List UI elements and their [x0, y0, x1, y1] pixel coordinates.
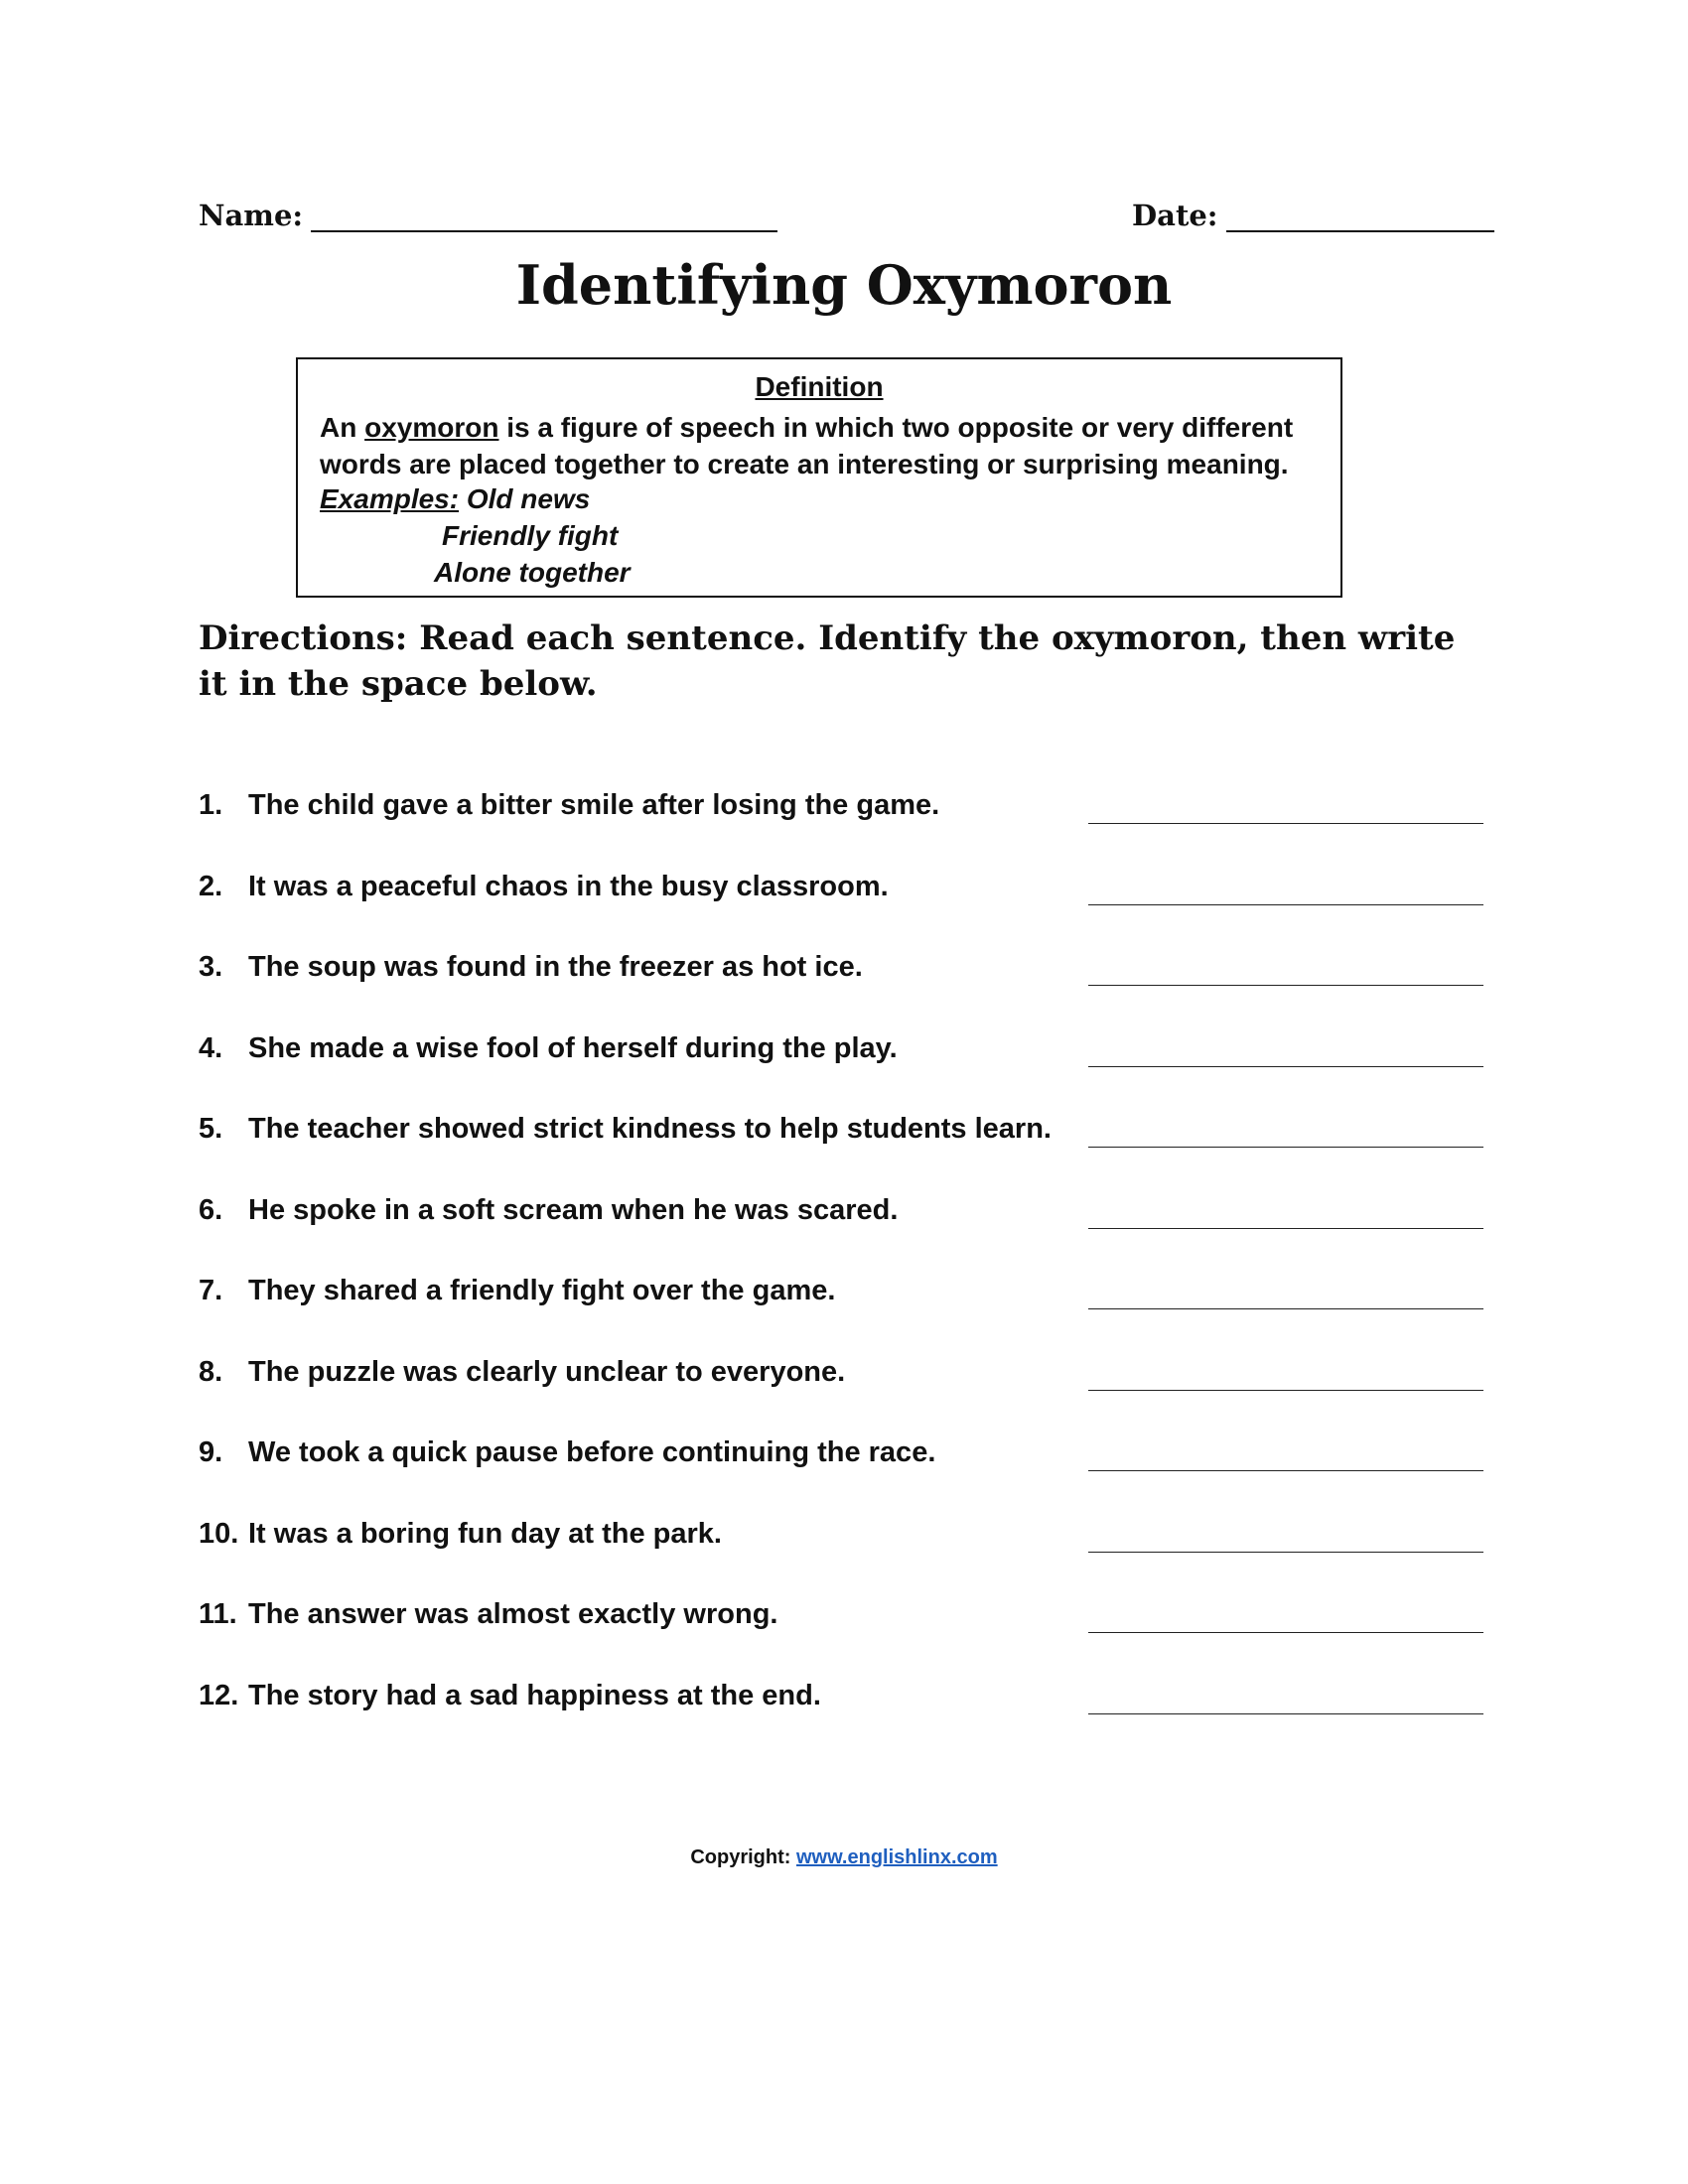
- question-text: He spoke in a soft scream when he was scared.: [248, 1193, 899, 1226]
- copyright-footer: [0, 1846, 1688, 1869]
- date-field: [1132, 199, 1494, 232]
- question-text: The puzzle was clearly unclear to everyone.: [248, 1355, 846, 1388]
- question-list: [199, 789, 1489, 1760]
- question-number: 12.: [199, 1679, 239, 1711]
- copyright-label: Copyright:: [690, 1846, 791, 1868]
- definition-text: [320, 409, 1323, 482]
- examples-line: [320, 483, 590, 515]
- question-item: [199, 951, 1489, 1032]
- question-text: The story had a sad happiness at the end.: [248, 1679, 821, 1711]
- definition-box: [296, 357, 1342, 598]
- answer-line[interactable]: [1088, 1147, 1483, 1148]
- date-label: Date:: [1132, 199, 1218, 232]
- header-row: [199, 199, 1479, 238]
- question-item: [199, 1194, 1489, 1276]
- answer-line[interactable]: [1088, 823, 1483, 824]
- question-item: [199, 1598, 1489, 1680]
- answer-line[interactable]: [1088, 1632, 1483, 1633]
- question-item: [199, 1032, 1489, 1114]
- question-number: 9.: [199, 1436, 223, 1468]
- question-item: [199, 1518, 1489, 1599]
- answer-line[interactable]: [1088, 1308, 1483, 1309]
- page-title: Identifying Oxymoron: [515, 253, 1173, 317]
- question-item: [199, 1113, 1489, 1194]
- directions: Directions: Read each sentence. Identify the oxymoron, then write it in the space below.: [199, 618, 1456, 704]
- date-blank-line[interactable]: [1226, 201, 1494, 232]
- question-item: [199, 789, 1489, 871]
- question-text: They shared a friendly fight over the game.: [248, 1275, 836, 1306]
- definition-intro: An: [320, 412, 357, 443]
- question-number: 8.: [199, 1355, 223, 1388]
- definition-term: oxymoron: [364, 412, 499, 443]
- definition-body: is a figure of speech in which two opposite or very different words are placed together to create an interesting or surprising meaning.: [320, 412, 1294, 479]
- definition-heading: Definition: [755, 371, 884, 402]
- answer-line[interactable]: [1088, 1390, 1483, 1391]
- example-item: Old news: [466, 483, 591, 514]
- question-number: 4.: [199, 1031, 223, 1064]
- answer-line[interactable]: [1088, 1713, 1483, 1714]
- question-text: The child gave a bitter smile after losing the game.: [248, 789, 940, 821]
- example-item: Alone together: [434, 557, 631, 588]
- question-item: [199, 1680, 1489, 1761]
- answer-line[interactable]: [1088, 1066, 1483, 1067]
- answer-line[interactable]: [1088, 1228, 1483, 1229]
- question-number: 7.: [199, 1275, 223, 1306]
- website-link[interactable]: www.englishlinx.com: [796, 1846, 998, 1868]
- question-item: [199, 871, 1489, 952]
- question-number: 10.: [199, 1517, 239, 1550]
- example-item: Friendly fight: [442, 520, 619, 551]
- question-number: 3.: [199, 951, 223, 983]
- question-number: 5.: [199, 1113, 223, 1145]
- question-text: It was a peaceful chaos in the busy classroom.: [248, 870, 889, 902]
- name-field: [199, 199, 777, 232]
- question-number: 2.: [199, 870, 223, 902]
- name-label: Name:: [199, 199, 304, 232]
- question-text: The soup was found in the freezer as hot ice.: [248, 951, 863, 983]
- answer-line[interactable]: [1088, 985, 1483, 986]
- question-number: 11.: [199, 1598, 237, 1630]
- question-item: [199, 1356, 1489, 1437]
- question-number: 1.: [199, 789, 223, 821]
- question-text: She made a wise fool of herself during the play.: [248, 1031, 898, 1064]
- question-text: We took a quick pause before continuing the race.: [248, 1436, 936, 1468]
- question-number: 6.: [199, 1193, 223, 1226]
- answer-line[interactable]: [1088, 1470, 1483, 1471]
- answer-line[interactable]: [1088, 904, 1483, 905]
- question-text: The teacher showed strict kindness to help students learn.: [248, 1113, 1052, 1145]
- question-text: It was a boring fun day at the park.: [248, 1517, 722, 1550]
- examples-label: Examples:: [320, 483, 460, 514]
- question-item: [199, 1275, 1489, 1356]
- question-text: The answer was almost exactly wrong.: [248, 1598, 778, 1630]
- name-blank-line[interactable]: [311, 201, 777, 232]
- question-item: [199, 1436, 1489, 1518]
- answer-line[interactable]: [1088, 1552, 1483, 1553]
